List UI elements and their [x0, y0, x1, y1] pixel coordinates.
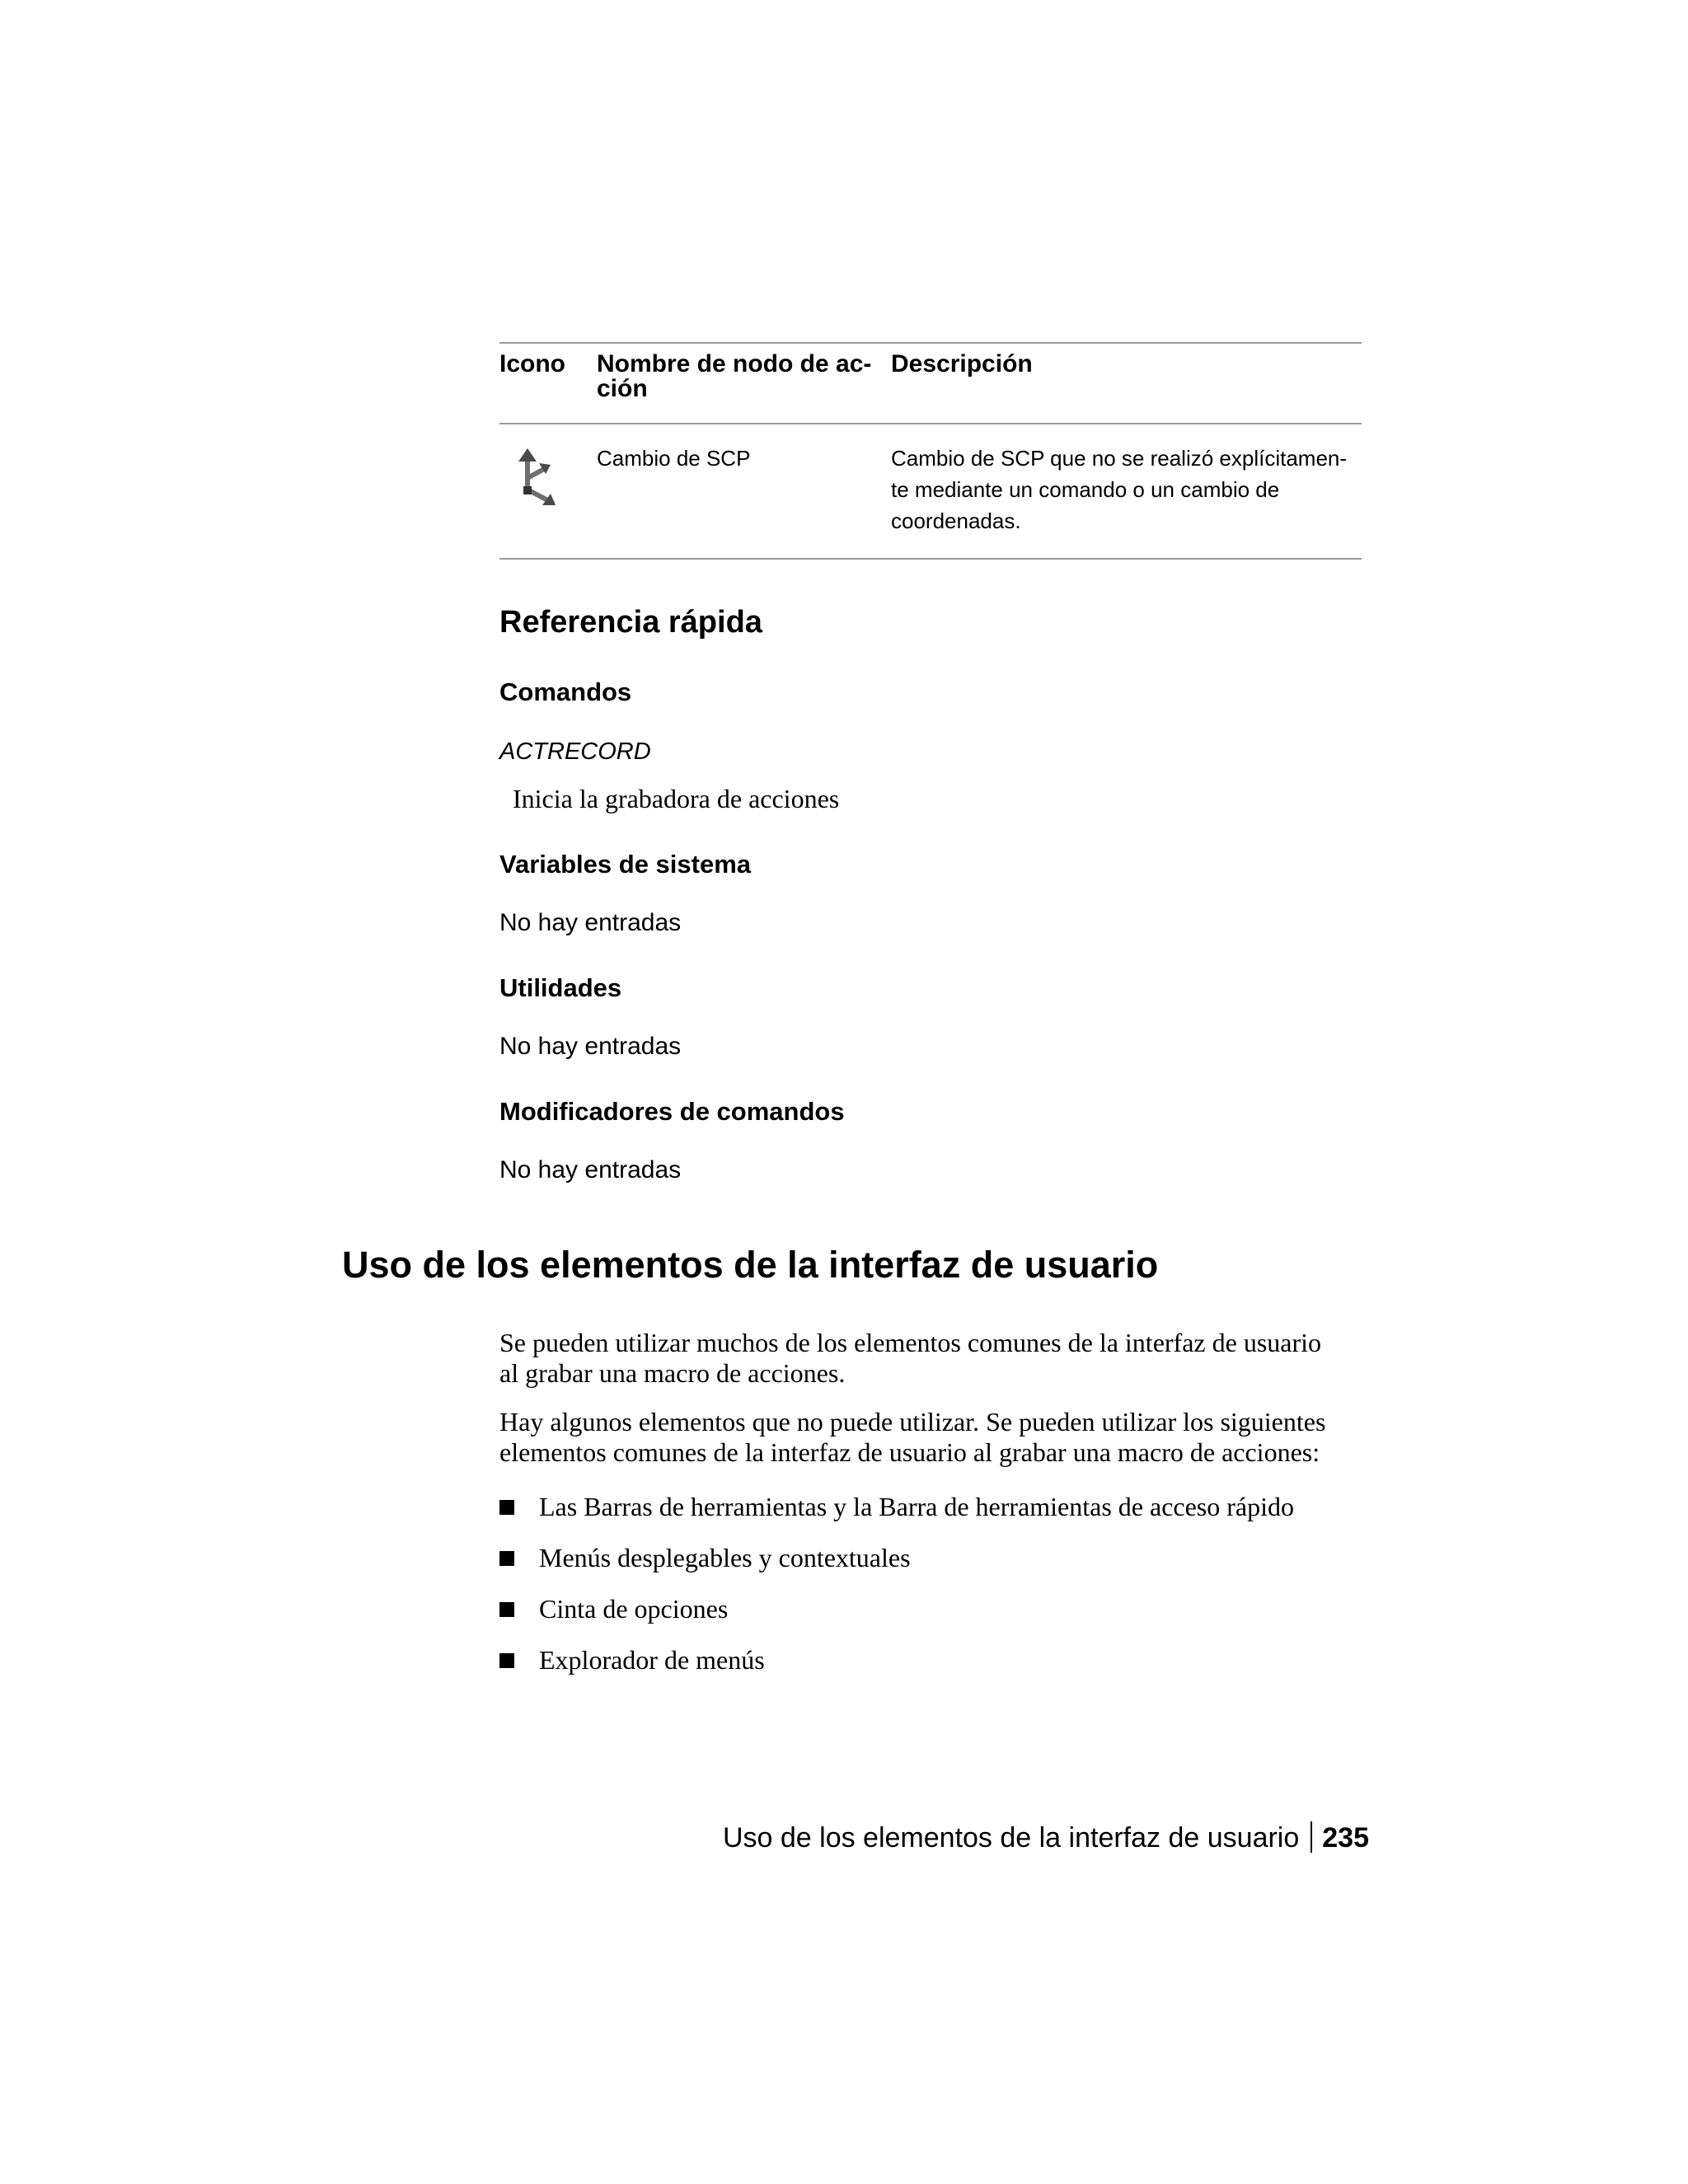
table-header-rule [499, 423, 1362, 424]
footer-title: Uso de los elementos de la interfaz de usuario [722, 1822, 1300, 1854]
header-icon: Icono [499, 350, 565, 377]
row-description-line: Cambio de SCP que no se realizó explícitamen- [891, 446, 1348, 471]
list-item-text: Las Barras de herramientas y la Barra de herramientas de acceso rápido [539, 1492, 1294, 1521]
utilities-heading: Utilidades [499, 973, 622, 1002]
header-description: Descripción [891, 350, 1033, 377]
list-item-text: Cinta de opciones [539, 1594, 729, 1624]
bullet-square-icon [499, 1551, 514, 1566]
command-description: Inicia la grabadora de acciones [513, 784, 840, 813]
list-item-text: Explorador de menús [539, 1645, 765, 1675]
sysvars-heading: Variables de sistema [499, 850, 752, 879]
list-item-text: Menús desplegables y contextuales [539, 1543, 911, 1572]
footer-separator [1311, 1821, 1312, 1853]
list-item [499, 1541, 1406, 1592]
table-top-rule [499, 342, 1362, 344]
list-item [499, 1490, 1406, 1541]
table-bottom-rule [499, 558, 1362, 560]
commands-heading: Comandos [499, 677, 632, 706]
section-paragraph-2 [499, 1407, 1381, 1468]
row-description [891, 443, 1353, 537]
ucs-change-icon [509, 445, 560, 511]
ui-elements-list [499, 1490, 1406, 1694]
modifiers-heading: Modificadores de comandos [499, 1097, 845, 1126]
section-paragraph-1 [499, 1328, 1381, 1389]
page-number: 235 [1322, 1822, 1369, 1854]
list-item [499, 1592, 1406, 1643]
paragraph-line: elementos comunes de la interfaz de usuario al grabar una macro de acciones: [499, 1437, 1320, 1467]
bullet-square-icon [499, 1500, 514, 1515]
row-name: Cambio de SCP [597, 446, 751, 471]
header-name-line1: Nombre de nodo de ac- [597, 350, 872, 377]
row-description-line: te mediante un comando o un cambio de [891, 477, 1280, 502]
paragraph-line: al grabar una macro de acciones. [499, 1358, 846, 1388]
list-item [499, 1643, 1406, 1694]
utilities-value: No hay entradas [499, 1033, 682, 1060]
bullet-square-icon [499, 1653, 514, 1668]
paragraph-line: Se pueden utilizar muchos de los elementos comunes de la interfaz de usuario [499, 1328, 1322, 1357]
sysvars-value: No hay entradas [499, 909, 682, 936]
quick-reference-title: Referencia rápida [499, 605, 762, 640]
paragraph-line: Hay algunos elementos que no puede utilizar. Se pueden utilizar los siguientes [499, 1407, 1326, 1436]
page-footer [723, 1821, 1369, 1854]
section-title: Uso de los elementos de la interfaz de usuario [342, 1244, 1159, 1286]
row-description-line: coordenadas. [891, 509, 1021, 533]
bullet-square-icon [499, 1602, 514, 1617]
command-name: ACTRECORD [499, 738, 651, 765]
header-name-line2: ción [597, 375, 648, 402]
header-name [597, 352, 871, 401]
modifiers-value: No hay entradas [499, 1156, 682, 1183]
